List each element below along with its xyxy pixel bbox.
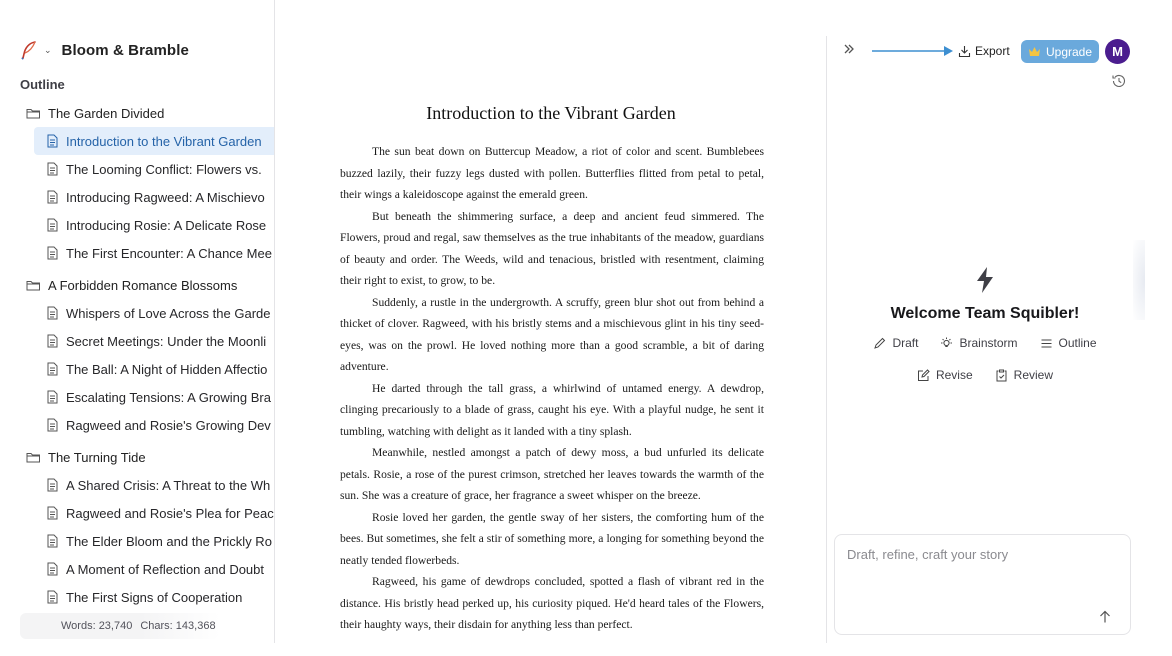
outline-chapter[interactable] (0, 471, 275, 499)
document-icon (47, 334, 58, 348)
mode-row-2 (827, 368, 1143, 382)
chapter-title: The First Encounter: A Chance Mee (66, 245, 272, 261)
outline-chapter[interactable] (0, 555, 275, 583)
document-icon (47, 590, 58, 604)
outline-sidebar (0, 0, 275, 643)
document-icon (47, 562, 58, 576)
folder-icon (26, 107, 41, 119)
collapse-panel-button[interactable] (842, 42, 858, 60)
outline-heading: Outline (20, 77, 65, 92)
chapter-title: Secret Meetings: Under the Moonli (66, 333, 267, 349)
document-icon (47, 418, 58, 432)
chapter-title: The Ball: A Night of Hidden Affectio (66, 361, 268, 377)
chapter-body[interactable] (340, 141, 764, 636)
word-count-bar (20, 613, 220, 639)
crown-icon (1028, 46, 1041, 57)
project-name: Bloom & Bramble (61, 41, 189, 59)
chapter-title: The First Signs of Cooperation (66, 589, 243, 605)
edit-icon (917, 369, 930, 382)
outline-chapter[interactable] (0, 411, 275, 439)
section-title: The Turning Tide (48, 449, 146, 465)
outline-section[interactable] (0, 99, 275, 127)
chapter-title: Introducing Ragweed: A Mischievo (66, 189, 265, 205)
lightbulb-icon (940, 337, 953, 350)
document-editor[interactable] (276, 0, 826, 643)
export-button[interactable] (958, 41, 1010, 61)
double-chevron-right-icon (842, 42, 856, 56)
paragraph[interactable]: The sun beat down on Buttercup Meadow, a riot of color and scent. Bumblebees buzzed lazily, their fuzzy legs dusted with pollen. Butterflies flitted from petal to petal, their wings a kaleidoscope against the emerald green. (340, 145, 764, 201)
outline-chapter[interactable] (0, 355, 275, 383)
document-icon (47, 506, 58, 520)
chapter-heading[interactable]: Introduction to the Vibrant Garden (426, 103, 676, 123)
folder-icon (26, 451, 41, 463)
outline-chapter[interactable] (0, 383, 275, 411)
lightning-bolt-icon (974, 266, 996, 294)
feather-icon (20, 40, 38, 60)
outline-chapter[interactable] (0, 239, 275, 267)
paragraph[interactable]: Suddenly, a rustle in the undergrowth. A scruffy, green blur shot out from behind a thicket of clover. Ragweed, with his bristly stems and a mischievous glint in his tiny seed-eyes, was on the prowl. He loved nothing more than a good scramble, a bit of daring adventure. (340, 295, 764, 373)
word-count: Words: 23,740 (61, 620, 133, 632)
chapter-title: A Shared Crisis: A Threat to the Wh (66, 477, 271, 493)
outline-chapter[interactable] (0, 499, 275, 527)
document-icon (47, 306, 58, 320)
paragraph[interactable]: Rosie loved her garden, the gentle sway of her sisters, the comforting hum of the bees. But sometimes, she felt a stir of something more, a longing for something beyond the neatly tended flowerbeds. (340, 510, 764, 567)
chapter-title: Escalating Tensions: A Growing Bra (66, 389, 271, 405)
outline-chapter[interactable] (0, 211, 275, 239)
mode-row-1 (827, 336, 1143, 350)
compose-box (834, 534, 1131, 635)
pencil-icon (873, 337, 886, 350)
assistant-panel (827, 0, 1172, 656)
chapter-title: The Elder Bloom and the Prickly Ro (66, 533, 272, 549)
history-icon[interactable] (1111, 73, 1127, 89)
outline-chapter-active[interactable] (34, 127, 275, 155)
mode-label: Revise (935, 368, 973, 382)
edge-shadow (1133, 240, 1145, 320)
chapter-title: Ragweed and Rosie's Growing Dev (66, 417, 271, 433)
document-icon (47, 218, 58, 232)
section-title: The Garden Divided (48, 105, 165, 121)
document-icon (47, 362, 58, 376)
upgrade-label: Upgrade (1045, 44, 1093, 59)
document-icon (47, 534, 58, 548)
chapter-title: The Looming Conflict: Flowers vs. (66, 161, 262, 177)
chapter-title: Introducing Rosie: A Delicate Rose (66, 217, 267, 233)
document-icon (47, 390, 58, 404)
chevron-down-icon: ⌄ (44, 44, 52, 55)
outline-chapter[interactable] (0, 299, 275, 327)
brainstorm-mode-button[interactable] (940, 336, 1017, 350)
upgrade-button[interactable] (1021, 40, 1099, 63)
chapter-title: A Moment of Reflection and Doubt (66, 561, 265, 577)
document-icon (47, 162, 58, 176)
export-label: Export (975, 44, 1010, 58)
chapter-title: Whispers of Love Across the Garde (66, 305, 271, 321)
paragraph[interactable]: He darted through the tall grass, a whirlwind of untamed energy. A dewdrop, clinging precariously to a blade of grass, caught his eye. With a playful nudge, he sent it tumbling, watching with delight as it landed with a tiny splash. (340, 381, 764, 438)
outline-section[interactable] (0, 443, 275, 471)
arrow-right-icon (872, 45, 954, 57)
clipboard-icon (995, 369, 1008, 382)
mode-label: Draft (892, 336, 919, 350)
welcome-heading: Welcome Team Squibler! (890, 305, 1080, 322)
compose-input[interactable] (847, 547, 1117, 607)
paragraph[interactable]: But beneath the shimmering surface, a deep and ancient feud simmered. The Flowers, proud and regal, saw themselves as the true inhabitants of the meadow, guardians of beauty and order. The Weeds, wild and tenacious, bristled with resentment, claiming their right to exist, to grow, to be. (340, 209, 764, 287)
outline-chapter[interactable] (0, 327, 275, 355)
section-title: A Forbidden Romance Blossoms (48, 277, 238, 293)
review-mode-button[interactable] (995, 368, 1053, 382)
draft-mode-button[interactable] (873, 336, 918, 350)
document-icon (47, 134, 58, 148)
project-switcher[interactable] (20, 39, 189, 61)
chapter-title: Ragweed and Rosie's Plea for Peac (66, 505, 274, 521)
mode-label: Outline (1058, 336, 1097, 350)
download-icon (958, 45, 971, 58)
outline-mode-button[interactable] (1040, 336, 1097, 350)
document-icon (47, 190, 58, 204)
outline-section[interactable] (0, 271, 275, 299)
paragraph[interactable]: Ragweed, his game of dewdrops concluded, spotted a flash of vibrant red in the distance. His bristly head perked up, his curiosity piqued. He'd heard tales of the Flowers, their haughty ways, their disdain for anything less than perfect. (340, 575, 764, 631)
send-arrow-icon[interactable] (1098, 610, 1112, 624)
user-avatar[interactable]: M (1105, 39, 1130, 64)
outline-chapter[interactable] (0, 527, 275, 555)
revise-mode-button[interactable] (917, 368, 973, 382)
paragraph[interactable]: Meanwhile, nestled amongst a patch of dewy moss, a bud unfurled its delicate petals. Rosie, a rose of the purest crimson, stretched her leaves towards the warmth of the sun. She was a creature of grace, her fragrance a sweet whisper on the breeze. (340, 446, 764, 502)
outline-tree (0, 99, 275, 611)
outline-chapter[interactable] (0, 155, 275, 183)
document-icon (47, 246, 58, 260)
outline-chapter[interactable] (0, 583, 275, 611)
char-count: Chars: 143,368 (140, 620, 216, 632)
folder-icon (26, 279, 41, 291)
chapter-title: Introduction to the Vibrant Garden (66, 133, 262, 149)
mode-label: Brainstorm (959, 336, 1018, 350)
document-icon (47, 478, 58, 492)
mode-label: Review (1013, 368, 1054, 382)
list-icon (1040, 337, 1053, 350)
outline-chapter[interactable] (0, 183, 275, 211)
